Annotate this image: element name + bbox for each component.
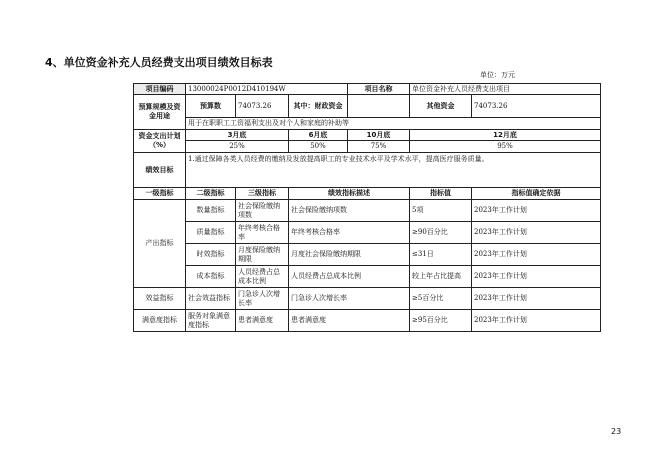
satisfaction-indicator-label: 满意度指标 <box>134 310 186 332</box>
plan-section-label: 资金支出计划（%） <box>134 130 186 153</box>
fiscal-funds-label: 其中：财政资金 <box>289 95 348 118</box>
indicator-basis: 2023年工作计划 <box>472 244 601 266</box>
plan-value: 95% <box>410 141 601 153</box>
fiscal-funds-value <box>348 95 410 118</box>
level2-indicator: 数量指标 <box>186 200 236 222</box>
indicator-value: ≥90百分比 <box>410 222 472 244</box>
indicator-header: 绩效指标描述 <box>289 188 410 200</box>
other-funds-label: 其他资金 <box>410 95 472 118</box>
budget-section-label: 预算规模及资金用途 <box>134 95 186 130</box>
plan-period: 10月底 <box>348 130 410 141</box>
plan-period: 12月底 <box>410 130 601 141</box>
project-name-value: 单位资金补充人员经费支出项目 <box>410 84 601 95</box>
budget-amount-value: 74073.26 <box>236 95 289 118</box>
level3-indicator: 人员经费占总成本比例 <box>236 266 289 288</box>
indicator-basis: 2023年工作计划 <box>472 222 601 244</box>
plan-value: 25% <box>186 141 289 153</box>
other-funds-value: 74073.26 <box>472 95 601 118</box>
indicator-value: 5项 <box>410 200 472 222</box>
level3-indicator: 年终考核合格率 <box>236 222 289 244</box>
indicator-value: ≤31日 <box>410 244 472 266</box>
level2-indicator: 时效指标 <box>186 244 236 266</box>
indicator-header: 二级指标 <box>186 188 236 200</box>
plan-period: 3月底 <box>186 130 289 141</box>
indicator-description: 社会保险缴纳项数 <box>289 200 410 222</box>
goal-label: 绩效目标 <box>134 153 186 188</box>
output-indicator-label: 产出指标 <box>134 200 186 288</box>
plan-value: 50% <box>289 141 348 153</box>
unit-label: 单位：万元 <box>480 71 515 79</box>
indicator-header: 指标值 <box>410 188 472 200</box>
budget-usage-text: 用于在职职工工资福利支出及对个人和家庭的补助等 <box>186 118 601 130</box>
indicator-basis: 2023年工作计划 <box>472 288 601 310</box>
level3-indicator: 患者满意度 <box>236 310 289 332</box>
indicator-header: 一级指标 <box>134 188 186 200</box>
performance-goal-table <box>133 83 601 332</box>
level2-indicator: 社会效益指标 <box>186 288 236 310</box>
plan-period: 6月底 <box>289 130 348 141</box>
indicator-value: ≥5百分比 <box>410 288 472 310</box>
indicator-basis: 2023年工作计划 <box>472 310 601 332</box>
level2-indicator: 成本指标 <box>186 266 236 288</box>
level3-indicator: 月度保险缴纳期限 <box>236 244 289 266</box>
indicator-value: 较上年占比提高 <box>410 266 472 288</box>
indicator-description: 门急诊人次增长率 <box>289 288 410 310</box>
indicator-description: 人员经费占总成本比例 <box>289 266 410 288</box>
document-title: 4、单位资金补充人员经费支出项目绩效目标表 <box>45 56 273 69</box>
indicator-header: 三级指标 <box>236 188 289 200</box>
project-code-label: 项目编码 <box>134 84 186 95</box>
level2-indicator: 服务对象满意度指标 <box>186 310 236 332</box>
indicator-description: 年终考核合格率 <box>289 222 410 244</box>
indicator-description: 月度社会保险缴纳期限 <box>289 244 410 266</box>
budget-amount-label: 预算数 <box>186 95 236 118</box>
benefit-indicator-label: 效益指标 <box>134 288 186 310</box>
indicator-basis: 2023年工作计划 <box>472 200 601 222</box>
project-code-value: 13000024P0012D410194W <box>186 84 348 95</box>
project-name-label: 项目名称 <box>348 84 410 95</box>
plan-value: 75% <box>348 141 410 153</box>
goal-text: 1.通过保障各类人员经费的缴纳及发放提高职工的专业技术水平及学术水平，提高医疗服务质量。 <box>186 153 601 188</box>
indicator-header: 指标值确定依据 <box>472 188 601 200</box>
level3-indicator: 门急诊人次增长率 <box>236 288 289 310</box>
level2-indicator: 质量指标 <box>186 222 236 244</box>
indicator-value: ≥95百分比 <box>410 310 472 332</box>
indicator-description: 患者满意度 <box>289 310 410 332</box>
level3-indicator: 社会保险缴纳项数 <box>236 200 289 222</box>
page-number: 23 <box>611 427 622 436</box>
indicator-basis: 2023年工作计划 <box>472 266 601 288</box>
